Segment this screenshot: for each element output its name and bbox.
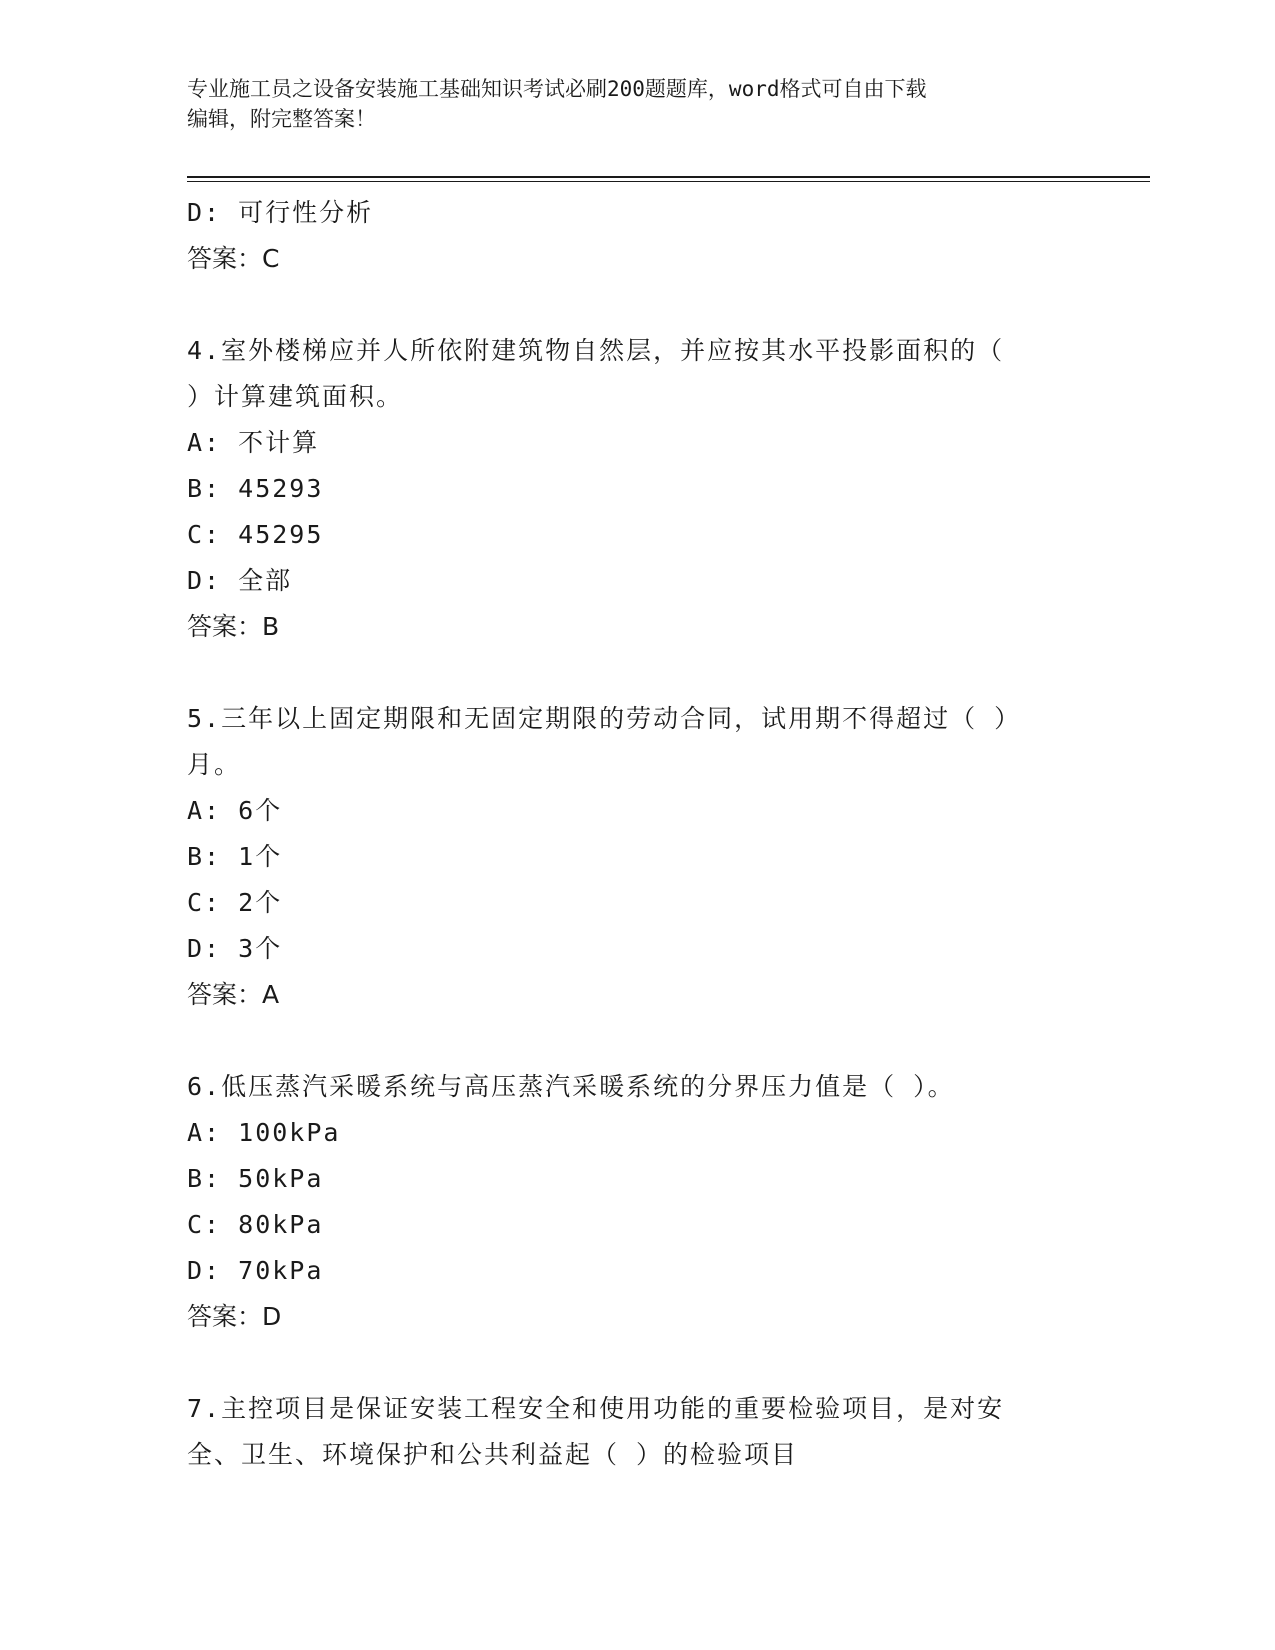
option-c: C: 45295 [187, 520, 324, 549]
question-stem: 4.室外楼梯应并人所依附建筑物自然层，并应按其水平投影面积的（ [187, 336, 1005, 365]
option-d: D: 3个 [187, 934, 283, 963]
option-b: B: 1个 [187, 842, 283, 871]
answer-line: 答案：A [187, 980, 280, 1009]
answer-line: 答案：D [187, 1302, 282, 1331]
option-a: A: 不计算 [187, 428, 320, 457]
spacer [187, 1340, 1087, 1386]
question-7 [187, 1386, 1087, 1478]
question-4 [187, 328, 1087, 650]
option-a: A: 6个 [187, 796, 283, 825]
spacer [187, 650, 1087, 696]
question-stem: 7.主控项目是保证安装工程安全和使用功能的重要检验项目，是对安 [187, 1394, 1005, 1423]
header-title-line-2: 编辑，附完整答案！ [187, 107, 376, 131]
header-divider-thick [187, 176, 1150, 178]
answer-line: 答案：C [187, 244, 280, 273]
header-title-line-1: 专业施工员之设备安装施工基础知识考试必刷200题题库，word格式可自由下载 [187, 77, 927, 101]
option-a: A: 100kPa [187, 1118, 341, 1147]
question-stem: 6.低压蒸汽采暖系统与高压蒸汽采暖系统的分界压力值是（ ）。 [187, 1072, 955, 1101]
document-header [187, 74, 1087, 134]
question-5 [187, 696, 1087, 1018]
option-c: C: 2个 [187, 888, 283, 917]
option-d: D: 可行性分析 [187, 198, 374, 227]
question-stem: 5.三年以上固定期限和无固定期限的劳动合同，试用期不得超过（ ） [187, 704, 1022, 733]
answer-line: 答案：B [187, 612, 280, 641]
question-stem-continued: ）计算建筑面积。 [187, 382, 404, 411]
option-d: D: 70kPa [187, 1256, 324, 1285]
question-stem-continued: 月。 [187, 750, 242, 779]
question-content [187, 190, 1087, 1478]
option-b: B: 45293 [187, 474, 324, 503]
option-d: D: 全部 [187, 566, 293, 595]
header-divider-thin [187, 181, 1150, 182]
option-b: B: 50kPa [187, 1164, 324, 1193]
question-stem-continued: 全、卫生、环境保护和公共利益起（ ）的检验项目 [187, 1440, 799, 1469]
spacer [187, 282, 1087, 328]
spacer [187, 1018, 1087, 1064]
option-c: C: 80kPa [187, 1210, 324, 1239]
question-6 [187, 1064, 1087, 1340]
